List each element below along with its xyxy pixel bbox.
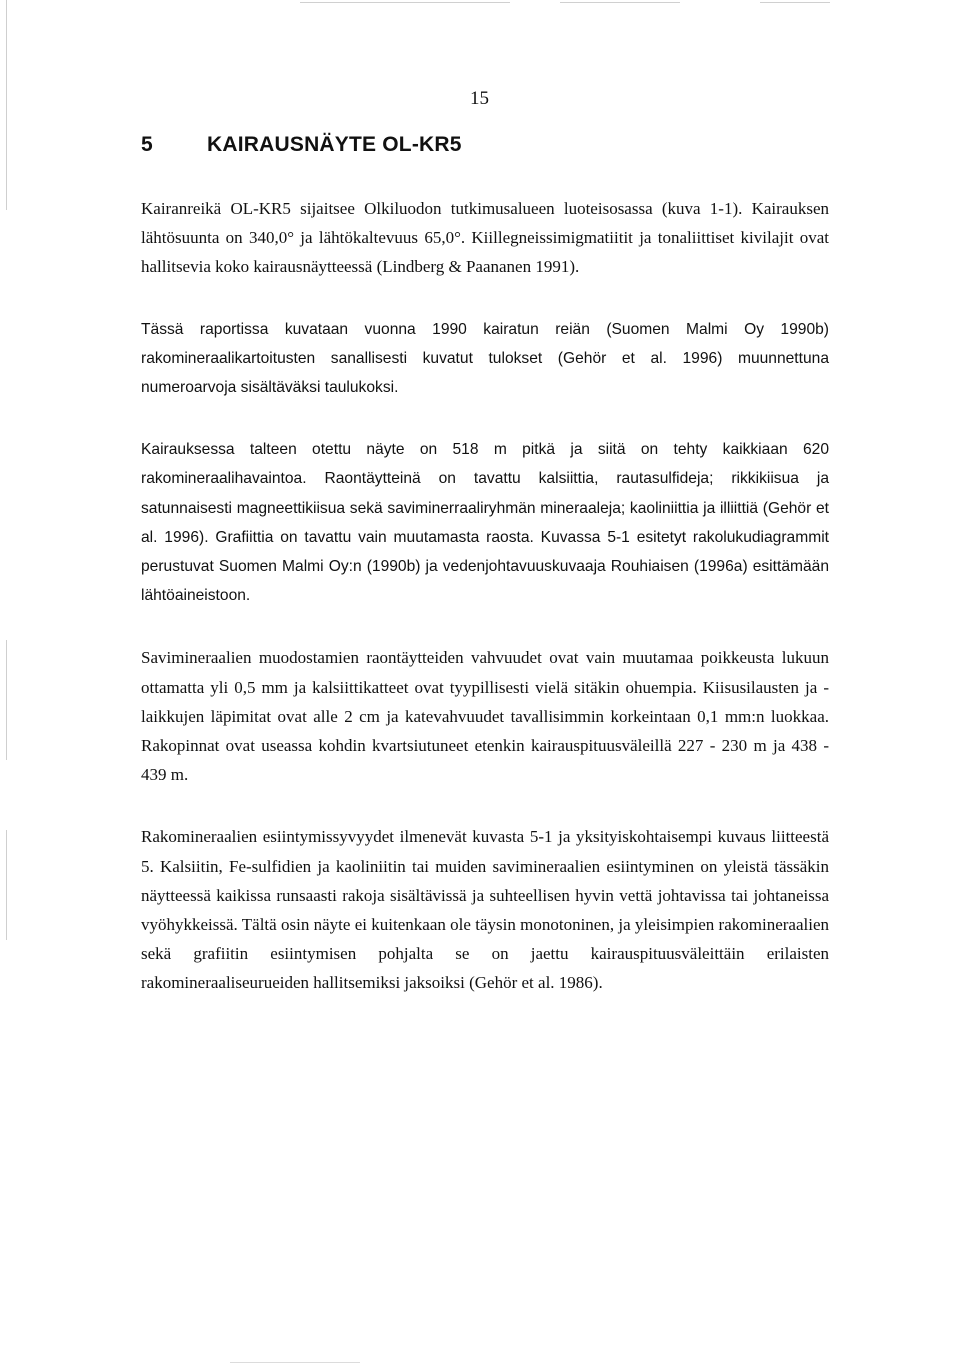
section-heading (141, 133, 462, 157)
section-title: KAIRAUSNÄYTE OL-KR5 (207, 133, 462, 156)
scan-artifact-line (230, 1362, 360, 1363)
scan-edge-line (6, 830, 7, 940)
scan-artifact-line (760, 2, 830, 3)
paragraph-location: Kairanreikä OL-KR5 sijaitsee Olkiluodon tutkimusalueen luoteisosassa (kuva 1-1). Kairauksen lähtösuunta on 340,0° ja lähtökaltevuus 65,0°. Kiillegneissimigmatiitit ja tonaliittiset kivilajit ovat hallitsevia koko kairausnäytteessä (Lindberg & Paananen 1991). (141, 199, 829, 277)
scan-edge-line (6, 640, 7, 760)
page-number: 15 (470, 88, 489, 109)
paragraph-fillings-thickness: Savimineraalien muodostamien raontäytteiden vahvuudet ovat vain muutamaa poikkeusta lukuun ottamatta yli 0,5 mm ja kalsiittikatteet ovat tyypillisesti vielä sitäkin ohuempia. Kiisusilausten ja -laikkujen läpimitat ovat alle 2 cm ja katevahvuudet tavallisimmin korkeintaan 0,1 mm:n luokkaa. Rakopinnat ovat useassa kohdin kvartsiutuneet etenkin kairauspituusväleillä 227 - 230 m ja 438 - 439 m. (141, 648, 829, 785)
scan-artifact-line (560, 2, 680, 3)
scan-edge-line (6, 0, 7, 210)
scan-artifact-line (300, 2, 510, 3)
document-body (141, 194, 829, 1031)
section-number: 5 (141, 133, 153, 156)
paragraph-depth-distribution: Rakomineraalien esiintymissyvyydet ilmenevät kuvasta 5-1 ja yksityiskohtaisempi kuvaus liitteestä 5. Kalsiitin, Fe-sulfidien ja kaoliniitin tai muiden savimineraalien esiintyminen on yleistä tässäkin näytteessä kaikissa runsaasti rakoja sisältävissä ja suhteellisen hyvin vettä johtavissa tai johtaneissa vyöhykkeissä. Tältä osin näyte ei kuitenkaan ole täysin monotoninen, ja yleisimpien rakomineraalien sekä grafiitin esiintymisen pohjalta se on jaettu kairauspituusväleittäin erilaisten rakomineraaliseurueiden hallitsemiksi jaksoiksi (Gehör et al. 1986). (141, 827, 829, 993)
paragraph-report-scope: Tässä raportissa kuvataan vuonna 1990 kairatun reiän (Suomen Malmi Oy 1990b) rakomineraalikartoitusten sanallisesti kuvatut tulokset (Gehör et al. 1996) muunnettuna numeroarvoja sisältäväksi taulukoksi. (141, 320, 829, 397)
paragraph-sample-observations: Kairauksessa talteen otettu näyte on 518 m pitkä ja siitä on tehty kaikkiaan 620 rakomineraalihavaintoa. Raontäytteinä on tavattu kalsiittia, rautasulfideja; rikkikiisua ja satunnaisesti magneettikiisua sekä saviminerraaliryhmän mineraaleja; kaoliniittia ja illiittiä (Gehör et al. 1996). Grafiittia on tavattu vain muutamasta raosta. Kuvassa 5-1 esitetyt rakolukudiagrammit perustuvat Suomen Malmi Oy:n (1990b) ja vedenjohtavuuskuvaaja Rouhiaisen (1996a) esittämään lähtöaineistoon. (141, 441, 829, 605)
